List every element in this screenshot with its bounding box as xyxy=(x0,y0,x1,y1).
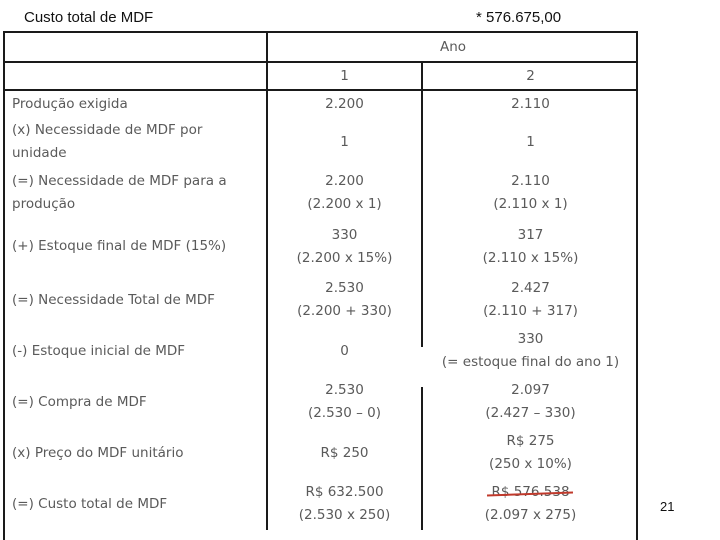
year-2-value-line xyxy=(423,300,638,323)
year-1-value-line xyxy=(268,442,421,465)
year-1-value-text: (2.530 x 250) xyxy=(298,507,391,523)
year-2-value-line xyxy=(423,328,638,351)
row-label-line xyxy=(12,442,266,465)
year-2-value xyxy=(422,90,638,117)
year-2-value-line xyxy=(423,504,638,527)
table-row xyxy=(5,428,638,478)
year-2-value-line xyxy=(423,193,638,216)
year-2-value-text: 330 xyxy=(517,331,544,347)
year-1-value-line xyxy=(268,402,421,425)
year-2-value-line xyxy=(423,170,638,193)
slide-title: Custo total de MDF xyxy=(24,9,154,26)
row-label-text: produção xyxy=(12,196,76,212)
year-2-value-line xyxy=(423,453,638,476)
row-label-line xyxy=(12,235,266,258)
year-2-value-text: (2.097 x 275) xyxy=(484,507,577,523)
row-label-text: (-) Estoque inicial de MDF xyxy=(12,342,186,359)
year-1-value xyxy=(267,90,422,117)
table-row xyxy=(5,167,638,219)
header-empty-cell xyxy=(5,62,267,90)
year-1-value-text: R$ 632.500 xyxy=(305,484,384,500)
header-year-2: 2 xyxy=(422,62,638,90)
header-ano: Ano xyxy=(267,33,638,62)
row-label-text: (x) Preço do MDF unitário xyxy=(12,444,184,461)
table-row xyxy=(5,274,638,326)
row-label-line xyxy=(12,493,266,516)
row-label xyxy=(5,219,267,274)
row-label-text: (=) Necessidade Total de MDF xyxy=(12,291,215,308)
table-row xyxy=(5,478,638,530)
year-1-value-text: 1 xyxy=(340,133,349,150)
year-2-value-line xyxy=(423,224,638,247)
year-1-value-text: 2.530 xyxy=(325,382,364,398)
year-1-value-line xyxy=(268,504,421,527)
year-2-value-text: (2.110 + 317) xyxy=(483,303,578,319)
row-label xyxy=(5,376,267,428)
year-2-value-text: 2.427 xyxy=(511,280,550,296)
year-1-value xyxy=(267,376,422,428)
row-label-text: unidade xyxy=(12,145,67,161)
year-2-value-text: R$ 576.538 xyxy=(491,481,569,504)
year-1-value-text: 2.530 xyxy=(325,280,364,296)
year-2-value xyxy=(422,478,638,530)
row-label xyxy=(5,326,267,376)
row-label-text: (+) Estoque final de MDF (15%) xyxy=(12,238,227,254)
year-1-value-line xyxy=(268,93,421,116)
row-label-line xyxy=(12,193,266,216)
row-label-line xyxy=(12,142,266,165)
year-1-value-line xyxy=(268,170,421,193)
year-1-value-line xyxy=(268,193,421,216)
year-2-value-text: 2.110 xyxy=(511,95,550,112)
row-label xyxy=(5,274,267,326)
year-1-value-text: (2.200 + 330) xyxy=(297,303,392,319)
year-2-value-line xyxy=(423,277,638,300)
year-1-value-line xyxy=(268,300,421,323)
year-1-value-text: (2.200 x 1) xyxy=(307,196,382,212)
row-label xyxy=(5,478,267,530)
row-label-line xyxy=(12,93,266,116)
year-1-value-text: (2.530 – 0) xyxy=(307,405,382,421)
table-row xyxy=(5,117,638,167)
row-label-text: (=) Compra de MDF xyxy=(12,393,147,410)
year-2-value xyxy=(422,376,638,428)
row-label xyxy=(5,117,267,167)
row-label-text: Produção exigida xyxy=(12,95,128,112)
table-row xyxy=(5,219,638,274)
year-1-value-line xyxy=(268,247,421,270)
total-note: * 576.675,00 xyxy=(476,9,562,26)
table-row xyxy=(5,376,638,428)
year-2-value xyxy=(422,274,638,326)
year-1-value xyxy=(267,167,422,219)
year-2-value-line xyxy=(423,379,638,402)
year-1-value-text: 2.200 xyxy=(325,95,364,112)
row-label xyxy=(5,90,267,117)
year-2-value xyxy=(422,428,638,478)
year-2-value xyxy=(422,326,638,376)
row-label-line xyxy=(12,170,266,193)
row-label xyxy=(5,167,267,219)
border-gap xyxy=(415,347,423,387)
row-label-line xyxy=(12,289,266,312)
year-1-value-text: (2.200 x 15%) xyxy=(296,249,393,266)
header-empty-cell xyxy=(5,33,267,62)
year-2-value-line xyxy=(423,481,638,504)
year-2-value-text: 1 xyxy=(526,133,535,150)
year-1-value-text: 330 xyxy=(331,226,358,243)
year-2-value-text: 317 xyxy=(517,226,544,243)
table-row xyxy=(5,90,638,117)
year-1-value-line xyxy=(268,379,421,402)
year-2-value-text: (2.110 x 1) xyxy=(493,196,568,212)
table-row xyxy=(5,326,638,376)
year-1-value xyxy=(267,478,422,530)
row-label-text: (x) Necessidade de MDF por xyxy=(12,122,203,138)
row-label-line xyxy=(12,340,266,363)
year-1-value xyxy=(267,219,422,274)
header-year-1: 1 xyxy=(267,62,422,90)
year-1-value-line xyxy=(268,340,421,363)
year-2-value-line xyxy=(423,93,638,116)
year-2-value xyxy=(422,117,638,167)
year-2-value-line xyxy=(423,430,638,453)
year-1-value-text: 0 xyxy=(340,342,349,359)
year-1-value xyxy=(267,117,422,167)
year-2-value-line xyxy=(423,402,638,425)
year-1-value-line xyxy=(268,481,421,504)
year-2-value-text: 2.097 xyxy=(511,382,550,398)
year-1-value-text: R$ 250 xyxy=(320,444,369,461)
cost-table xyxy=(3,31,638,540)
year-2-value-line xyxy=(423,131,638,154)
row-label xyxy=(5,428,267,478)
year-2-value-text: (250 x 10%) xyxy=(489,456,572,472)
year-1-value-line xyxy=(268,277,421,300)
year-2-value-text: (2.110 x 15%) xyxy=(482,249,579,266)
year-2-value xyxy=(422,219,638,274)
year-2-value-line xyxy=(423,247,638,270)
year-1-value-line xyxy=(268,131,421,154)
row-label-text: (=) Necessidade de MDF para a xyxy=(12,173,227,189)
year-1-value xyxy=(267,428,422,478)
year-2-value-text: (2.427 – 330) xyxy=(485,405,576,421)
year-1-value xyxy=(267,326,422,376)
row-label-text: (=) Custo total de MDF xyxy=(12,495,168,512)
year-2-value-text: 2.110 xyxy=(511,173,550,189)
year-2-value-text: (= estoque final do ano 1) xyxy=(441,354,620,370)
slide-number: 21 xyxy=(660,499,675,514)
year-2-value-line xyxy=(423,351,638,374)
row-label-line xyxy=(12,391,266,414)
year-1-value xyxy=(267,274,422,326)
year-1-value-text: 2.200 xyxy=(325,173,364,189)
year-2-value-text: R$ 275 xyxy=(506,433,555,449)
year-2-value xyxy=(422,167,638,219)
year-1-value-line xyxy=(268,224,421,247)
row-label-line xyxy=(12,119,266,142)
